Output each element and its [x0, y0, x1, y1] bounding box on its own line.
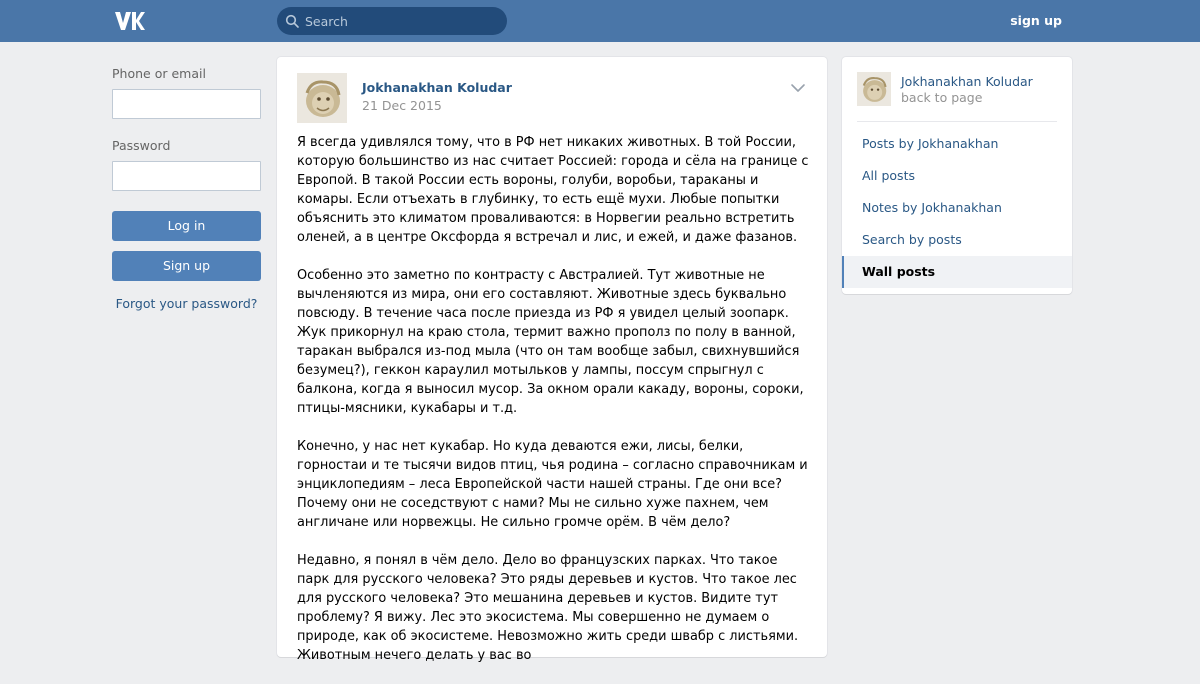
- post-paragraph: Я всегда удивлялся тому, что в РФ нет никаких животных. В той России, которую большинство из нас считает Россией: города и сёла на границе с Европой. В такой России есть вороны, голуби, воробьи, тараканы и комары. Если отъехать в глубинку, то есть ещё мухи. Любые попытки объяснить это климатом проваливаются: в Норвегии реально встретить оленей, а в центре Оксфорда я встречал и лис, и ежей, и даже фазанов.: [297, 135, 809, 245]
- chevron-down-icon[interactable]: [791, 83, 805, 93]
- signup-button[interactable]: Sign up: [112, 251, 261, 281]
- search-input[interactable]: [305, 7, 501, 35]
- wall-post: [277, 57, 827, 663]
- right-sidebar: [842, 57, 1072, 294]
- post-paragraph: Недавно, я понял в чём дело. Дело во французских парках. Что такое парк для русского человека? Это ряды деревьев и кустов. Что такое лес для русского человека? Это мешанина деревьев и кустов. Видите тут проблему? Я вижу. Лес это экосистема. Мы совершенно не думаем о природе, как об экосистеме. Невозможно жить среди швабр с листьями. Животным нечего делать у вас во: [297, 553, 799, 663]
- post-date[interactable]: 21 Dec 2015: [362, 98, 442, 113]
- header-signup-link[interactable]: sign up: [1010, 13, 1062, 28]
- author-avatar[interactable]: [297, 73, 347, 123]
- top-header: [0, 0, 1200, 42]
- sidebar-item-wall-posts[interactable]: Wall posts: [842, 256, 1072, 288]
- sidebar-menu: [842, 128, 1072, 288]
- sidebar-item-posts-by[interactable]: Posts by Jokhanakhan: [862, 136, 999, 151]
- vk-logo-icon[interactable]: [112, 9, 146, 33]
- divider: [857, 121, 1057, 122]
- post-paragraph: Конечно, у нас нет кукабар. Но куда деваются ежи, лисы, белки, горностаи и те тысячи видов птиц, чья родина – согласно справочникам и энциклопедиям – леса Европейской части нашей страны. Где они все? Почему они не соседствуют с нами? Мы не сильно хуже пахнем, чем англичане или норвежцы. Не сильно громче орём. В чём дело?: [297, 439, 808, 530]
- login-button[interactable]: Log in: [112, 211, 261, 241]
- forgot-password-link[interactable]: Forgot your password?: [115, 296, 258, 311]
- sidebar-item-all-posts[interactable]: All posts: [862, 168, 915, 183]
- password-label: Password: [112, 138, 171, 153]
- sidebar-owner-name[interactable]: Jokhanakhan Koludar: [901, 74, 1033, 89]
- sidebar-item-search-posts[interactable]: Search by posts: [862, 232, 962, 247]
- post-paragraph: Особенно это заметно по контрасту с Австралией. Тут животные не вычленяются из мира, они его составляют. Животные здесь буквально повсюду. В течение часа после приезда из РФ я увидел целый зоопарк. Жук прикорнул на краю стола, термит важно прополз по полу в ванной, таракан выбрался из-под мыла (что он там вообще забыл, свихнувшийся безумец?), геккон караулил мотыльков у лампы, поссум спрыгнул с балкона, когда я выносил мусор. За окном орали какаду, вороны, сороки, птицы-мясники, кукабары и т.д.: [297, 268, 804, 416]
- back-to-page-link[interactable]: back to page: [901, 90, 983, 105]
- search-bar[interactable]: [277, 7, 507, 35]
- post-text: [297, 133, 812, 684]
- sidebar-avatar[interactable]: [857, 72, 891, 106]
- sidebar-item-notes[interactable]: Notes by Jokhanakhan: [862, 200, 1002, 215]
- password-input[interactable]: [112, 161, 261, 191]
- post-author-name[interactable]: Jokhanakhan Koludar: [362, 80, 512, 95]
- search-icon: [285, 14, 299, 28]
- phone-label: Phone or email: [112, 66, 206, 81]
- phone-email-input[interactable]: [112, 89, 261, 119]
- login-form: [112, 66, 261, 311]
